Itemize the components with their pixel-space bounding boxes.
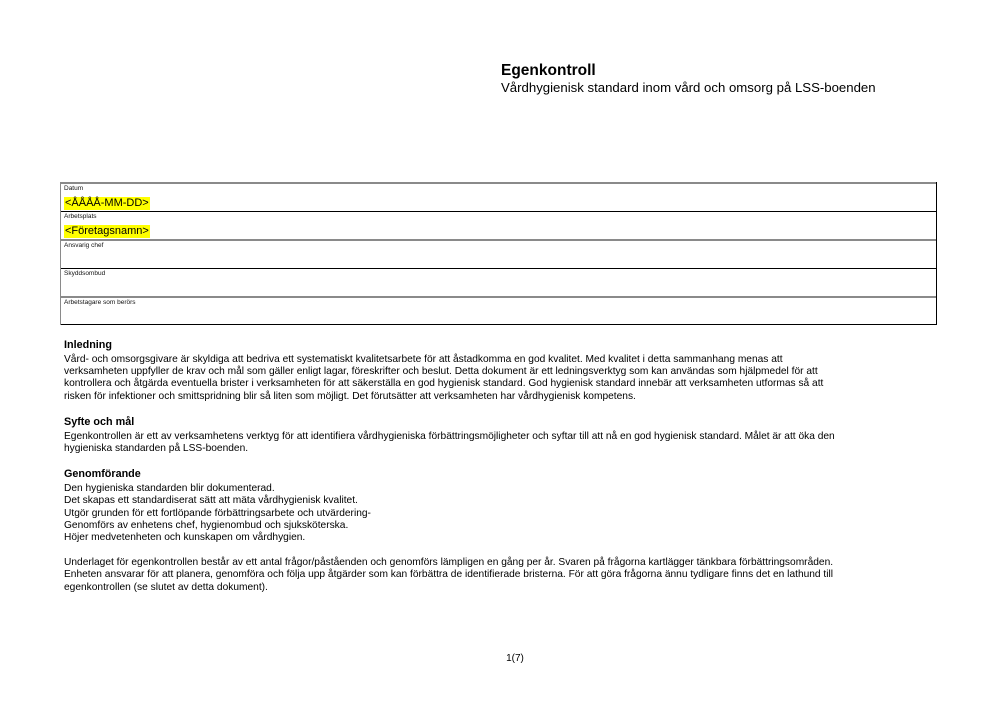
text-line: egenkontrollen (se slutet av detta dokument). [64,581,268,593]
text-line: Egenkontrollen är ett av verksamhetens verktyg för att identifiera vårdhygieniska förbättringsmöjligheter och syftar till att nå en god hygienisk standard. Målet är att öka den [64,430,835,442]
document-subtitle: Vårdhygienisk standard inom vård och omsorg på LSS-boenden [501,80,876,95]
page-number: 1(7) [506,653,524,664]
info-row-ansvarig-chef[interactable] [61,239,936,268]
heading-inledning: Inledning [64,339,112,351]
section-syfte-och-mal [64,416,974,455]
info-row-arbetstagare[interactable] [61,296,936,325]
text-line: verksamheten uppfyller de krav och mål som gäller enligt lagar, föreskrifter och beslut. Detta dokument är ett ledningsverktyg som kan användas som hjälpmedel för att [64,366,818,378]
section-underlag [64,557,974,594]
section-genomforande [64,468,974,544]
datum-field[interactable]: <ÅÅÅÅ-MM-DD> [65,197,149,209]
inledning-paragraph [64,354,974,403]
arbetsplats-field[interactable]: <Företagsnamn> [65,224,149,237]
text-line: Underlaget för egenkontrollen består av ett antal frågor/påståenden och genomförs lämpligen en gång per år. Svaren på frågorna kartlägger tänkbara förbättringsområden. [64,557,834,569]
heading-syfte-och-mal: Syfte och mål [64,415,135,428]
text-line: risken för infektioner och smittspridning blir så liten som möjligt. Det förutsätter att verksamheten har vårdhygienisk kompetens. [64,390,636,402]
text-line: kontrollera och åtgärda eventuella brister i verksamheten för att säkerställa en god hygienisk standard. God hygienisk standard innebär att verksamheten utformas så att [64,378,824,390]
datum-label: Datum [64,185,84,192]
underlag-paragraph [64,557,974,594]
list-item: Höjer medvetenheten och kunskapen om vårdhygien. [64,532,306,544]
list-item: Det skapas ett standardiserat sätt att mäta vårdhygienisk kvalitet. [64,495,358,507]
arbetsplats-label: Arbetsplats [64,212,97,220]
arbetstagare-label: Arbetstagare som berörs [64,299,136,306]
ansvarig-chef-label: Ansvarig chef [64,242,104,249]
list-item: Utgör grunden för ett fortlöpande förbättringsarbete och utvärdering- [64,507,371,519]
document-header [501,62,876,95]
syfte-paragraph [64,431,974,455]
info-row-skyddsombud[interactable] [61,268,936,297]
info-form-table [60,182,937,325]
document-title: Egenkontroll [501,62,596,79]
skyddsombud-label: Skyddsombud [64,269,106,277]
list-item: Den hygieniska standarden blir dokumenterad. [64,483,275,495]
genomforande-list [64,483,974,544]
text-line: Vård- och omsorgsgivare är skyldiga att bedriva ett systematiskt kvalitetsarbete för att åstadkomma en god kvalitet. Med kvalitet i detta sammanhang menas att [64,354,783,365]
text-line: Enheten ansvarar för att planera, genomföra och följa upp åtgärder som kan förbättra de identifierade bristerna. För att göra frågorna ännu tydligare finns det en lathund till [64,569,834,581]
heading-genomforande: Genomförande [64,468,141,481]
text-line: hygieniska standarden på LSS-boenden. [64,443,249,455]
section-inledning [64,339,974,403]
info-row-datum[interactable] [61,182,936,211]
list-item: Genomförs av enhetens chef, hygienombud och sjuksköterska. [64,519,349,531]
document-body [64,339,974,607]
info-row-arbetsplats[interactable] [61,211,936,240]
